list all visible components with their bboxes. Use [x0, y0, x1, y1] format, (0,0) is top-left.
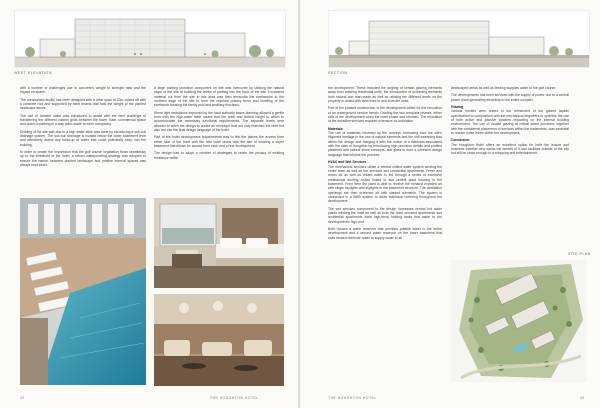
site-plan-image	[451, 260, 587, 382]
paragraph: Part of the phased construction of the development called for the relocation of an underground service trench. Dividing the two complete phases, either side of the development when the hotel phase was bitumen. The relocation of the sensitive services required extensive co-ordination.	[328, 106, 442, 124]
paragraph: The use of transfer slabs was introduced to assist with the next challenge of transferring the different column grids between the tower hotel, commercial space and down to parking in a way tailor-made to each occupancy.	[20, 113, 146, 127]
paragraph: The constrained facility has been designed with a clear span of 20m closed off with a concrete roof and supported by steel beams that hold the weight of the planted landscape above.	[20, 97, 146, 111]
section-heading: Conclusion	[451, 138, 470, 143]
page-number: 42	[20, 396, 25, 400]
drawing-caption: WEST ELEVATION	[14, 71, 52, 75]
section-drawing	[328, 10, 590, 68]
pool-photo	[20, 198, 146, 385]
paragraph: Dividing of the site was due to a high water table was done by introducing a sub-soil drainage system. The sub-soil drainage is located below the lower basement level and effectively drains any build-up of water that could potentially seep into the building.	[20, 129, 146, 147]
paragraph: The Houghton Hotel offers an excellent option for both the leisure and business traveller who wants the benefit of 5-star facilities outside of the city but still be close enough to a shopping and entertainment.	[451, 142, 569, 156]
lounge-photo	[154, 294, 284, 386]
right-text-column-1	[328, 86, 442, 386]
paragraph: Various models were tested in the refinement of the glazed façade specification to composition with the mechanical engineers to optimise the use of both active and passive systems impacting on the internal building environment. The use of double glazing at critical street junctions, together with the considered placement of services within the basements, was essential to reduce noise levels within the development.	[451, 109, 569, 136]
paragraph: The design had to adopt a number of strategies to retain the privacy of existing residence within	[154, 151, 284, 160]
right-page	[300, 0, 600, 408]
paragraph: Shear light restrictions improved by the local authority towns planning allowed a gentle form with the high-water table meant that the hotel and limited height to which to accommodate the necessary functional requirements. The separate levels here allowed to stitch the design to create an envelope that not only matched the brief but also fed into the final design language of the hotel.	[154, 110, 284, 133]
paragraph: Part of the hotel development requirements was to link the places the access from either side of the hotel with the new hotel lawns with the aim of creating a super basement that allows for access from each end of the development.	[154, 135, 284, 149]
west-elevation-drawing	[14, 10, 286, 68]
running-title: THE HOUGHTON HOTEL	[328, 396, 377, 400]
bedroom-photo	[154, 198, 284, 288]
paragraph: The mechanical services utilise a central chilled water system serving the entire hotel as well as the serviced and residential apartments. Fresh and return air as well as chilled water is fed through a series of extensive mechanical ducting routes linked to two central plant housing in the basement. From here the plant is able to receive the exhaust expelled air with single skylights and skylights in the basement structure. The ventilation openings are then screened off with slanted elements. The system is connected to a BMS system to allow individual metering throughout the development.	[328, 164, 442, 204]
drawing-caption: SECTION	[328, 71, 348, 75]
section-heading: Glazing	[451, 105, 464, 110]
section-heading: HVAC and Wet Services	[328, 160, 367, 165]
paragraph: The use of materials informed by the concept, borrowing from the site's Highveld heritage in the use of natural elements and the soft sweeping flow within the design and merging it with the notion of a Bauhaus-associated with the start of Houghton by introducing high precision details and profiled plastered and natural stone concepts, and glass to form a cohesive design language that informs the process.	[328, 131, 442, 157]
right-text-column-2	[451, 86, 569, 246]
paragraph: Both houses a water reservoir that provides potable water to the entire development and a second water reservoir on the lower basement that uses treated borehole water to supply water to all	[328, 226, 442, 240]
left-text-column-2	[154, 86, 284, 186]
paragraph: In order to create the impression that the golf course vegetation flows seamlessly up to the threshold of the hotel, a robust waterproofing strategy was adopted to ensure the barrier between planted landscape and pristine internal spaces was always kept intact.	[20, 150, 146, 168]
page-number: 43	[580, 396, 585, 400]
paragraph: A large parking provision component on site was overcome by utilising the natural slope of the site at building the levels of parking into the back of the site. Excavated material cut from the site in this area was then terracotta the earthworks to the northern edge of the site to form the required privacy berm and levelling of the earthwork housing the family pool and ancillary functions.	[154, 86, 284, 108]
section-heading: Materials	[328, 126, 343, 131]
running-title: THE HOUGHTON HOTEL	[210, 396, 259, 400]
site-plan-caption: SITE PLAN	[568, 252, 591, 256]
paragraph: The developments has been serviced with the supply of power due to a central power plant generating electricity to the entire complex.	[451, 93, 569, 102]
paragraph: The wet services component to the design harnesses central hot water plants winding the hotel as well as both the hotel serviced apartments and residential apartments ideal high-temp holding tanks that water to the development's high-end.	[328, 206, 442, 224]
paragraph: landscaped areas as well as feeding supplies water to the golf course.	[451, 86, 557, 90]
paragraph: the development. These included the angling of certain glazing elements away from existing residential units, the introduction of screening elements both natural and man-made as well as utilising the different levels on the property to assist with view lines to and from the units.	[328, 86, 442, 104]
paragraph: with a number of challenges due to concrete's weight to strength ratio and the impact on spans.	[20, 86, 146, 95]
